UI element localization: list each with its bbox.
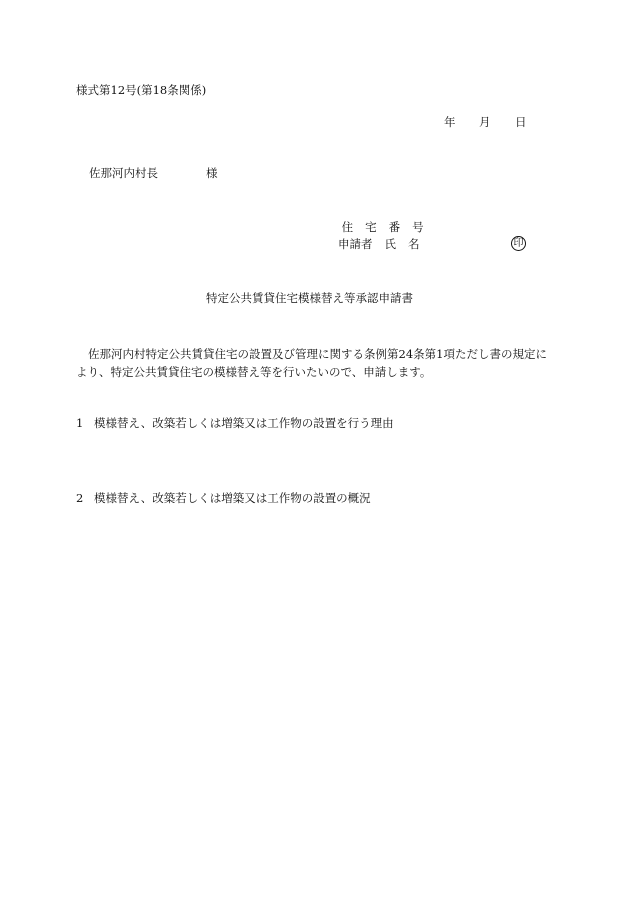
applicant-name-label <box>338 239 420 251</box>
date-year-label: 年 <box>444 115 456 129</box>
address-char-1: 住 <box>341 220 354 234</box>
address-char-3: 番 <box>388 220 401 234</box>
applicant-label: 申請者 <box>338 237 373 251</box>
name-char-2: 名 <box>408 237 420 251</box>
body-paragraph: 佐那河内村特定公共賃貸住宅の設置及び管理に関する条例第24条第1項ただし書の規定により、特定公共賃貸住宅の模様替え等を行いたいので、申請します。 <box>76 347 547 379</box>
document-title: 特定公共賃貸住宅模様替え等承認申請書 <box>206 291 413 305</box>
date-day-label: 日 <box>515 115 527 129</box>
address-char-4: 号 <box>412 220 424 234</box>
item-1-text: 模様替え、改築若しくは増築又は工作物の設置を行う理由 <box>94 416 394 430</box>
addressee-name: 佐那河内村長 <box>89 166 158 180</box>
addressee-honorific: 様 <box>206 166 218 180</box>
address-char-2: 宅 <box>365 220 377 234</box>
item-1-number: 1 <box>76 416 84 430</box>
name-char-1: 氏 <box>384 237 396 251</box>
item-2 <box>76 493 371 505</box>
item-1 <box>76 418 394 430</box>
form-number: 様式第12号(第18条関係) <box>76 83 207 97</box>
date-month-label: 月 <box>479 115 491 129</box>
item-2-number: 2 <box>76 491 84 505</box>
item-2-text: 模様替え、改築若しくは増築又は工作物の設置の概況 <box>94 491 371 505</box>
seal-mark: 印 <box>511 236 526 251</box>
applicant-address-label <box>338 222 424 234</box>
